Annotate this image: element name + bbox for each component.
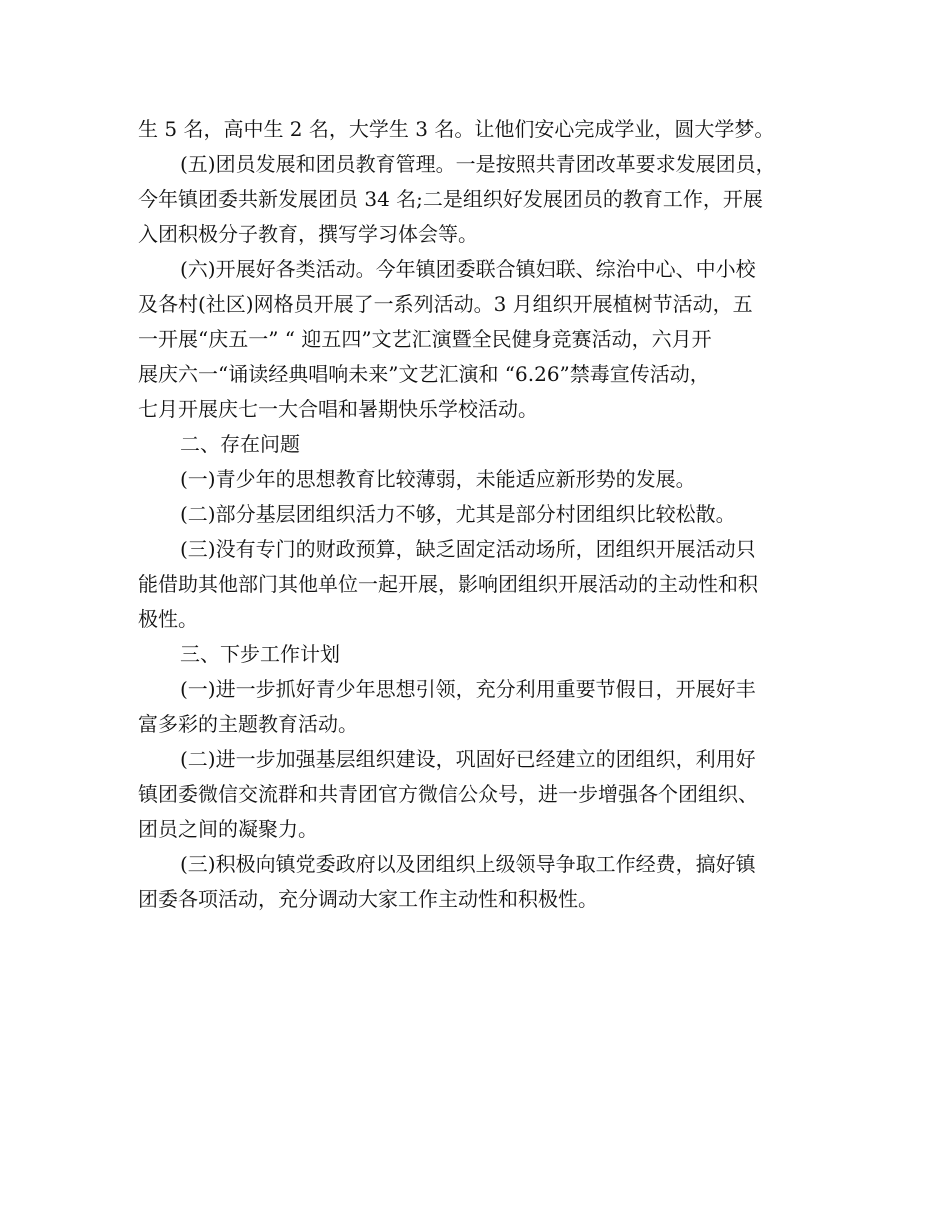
paragraph-problem-1 <box>138 462 818 497</box>
section-heading-problems <box>138 427 818 462</box>
paragraph-member-development <box>138 147 818 252</box>
paragraph-problem-2 <box>138 497 818 532</box>
text-line: 团员之间的凝聚力。 <box>138 817 318 841</box>
document-body <box>138 112 818 917</box>
text-line: 镇团委微信交流群和共青团官方微信公众号，进一步增强各个团组织、 <box>138 782 758 806</box>
text-line: 今年镇团委共新发展团员 34 名;二是组织好发展团员的教育工作，开展 <box>138 187 763 211</box>
text-line: (二)进一步加强基层组织建设，巩固好已经建立的团组织，利用好 <box>180 747 756 771</box>
text-line: 一开展“庆五一” “ 迎五四”文艺汇演暨全民健身竞赛活动，六月开 <box>138 327 712 351</box>
paragraph-scholarship-continued <box>138 112 818 147</box>
text-line: (六)开展好各类活动。今年镇团委联合镇妇联、综治中心、中小校 <box>180 257 756 281</box>
paragraph-plan-2 <box>138 742 818 847</box>
text-line: 及各村(社区)网格员开展了一系列活动。3 月组织开展植树节活动，五 <box>138 292 753 316</box>
text-line: 生 5 名，高中生 2 名，大学生 3 名。让他们安心完成学业，圆大学梦。 <box>138 117 775 141</box>
paragraph-plan-1 <box>138 672 818 742</box>
paragraph-problem-3 <box>138 532 818 637</box>
text-line: 能借助其他部门其他单位一起开展，影响团组织开展活动的主动性和积 <box>138 572 758 596</box>
paragraph-activities <box>138 252 818 427</box>
text-line: 七月开展庆七一大合唱和暑期快乐学校活动。 <box>138 397 538 421</box>
section-heading-next-steps <box>138 637 818 672</box>
text-line: (三)没有专门的财政预算，缺乏固定活动场所，团组织开展活动只 <box>180 537 756 561</box>
text-line: 二、存在问题 <box>180 432 300 456</box>
text-line: (二)部分基层团组织活力不够，尤其是部分村团组织比较松散。 <box>180 502 736 526</box>
text-line: (一)青少年的思想教育比较薄弱，未能适应新形势的发展。 <box>180 467 696 491</box>
text-line: 极性。 <box>138 607 198 631</box>
text-line: (五)团员发展和团员教育管理。一是按照共青团改革要求发展团员， <box>180 152 776 176</box>
text-line: 团委各项活动，充分调动大家工作主动性和积极性。 <box>138 887 598 911</box>
text-line: (三)积极向镇党委政府以及团组织上级领导争取工作经费，搞好镇 <box>180 852 756 876</box>
paragraph-plan-3 <box>138 847 818 917</box>
text-line: (一)进一步抓好青少年思想引领，充分利用重要节假日，开展好丰 <box>180 677 756 701</box>
text-line: 三、下步工作计划 <box>180 642 340 666</box>
text-line: 富多彩的主题教育活动。 <box>138 712 358 736</box>
text-line: 展庆六一“诵读经典唱响未来”文艺汇演和 “6.26”禁毒宣传活动， <box>138 362 710 386</box>
text-line: 入团积极分子教育，撰写学习体会等。 <box>138 222 478 246</box>
